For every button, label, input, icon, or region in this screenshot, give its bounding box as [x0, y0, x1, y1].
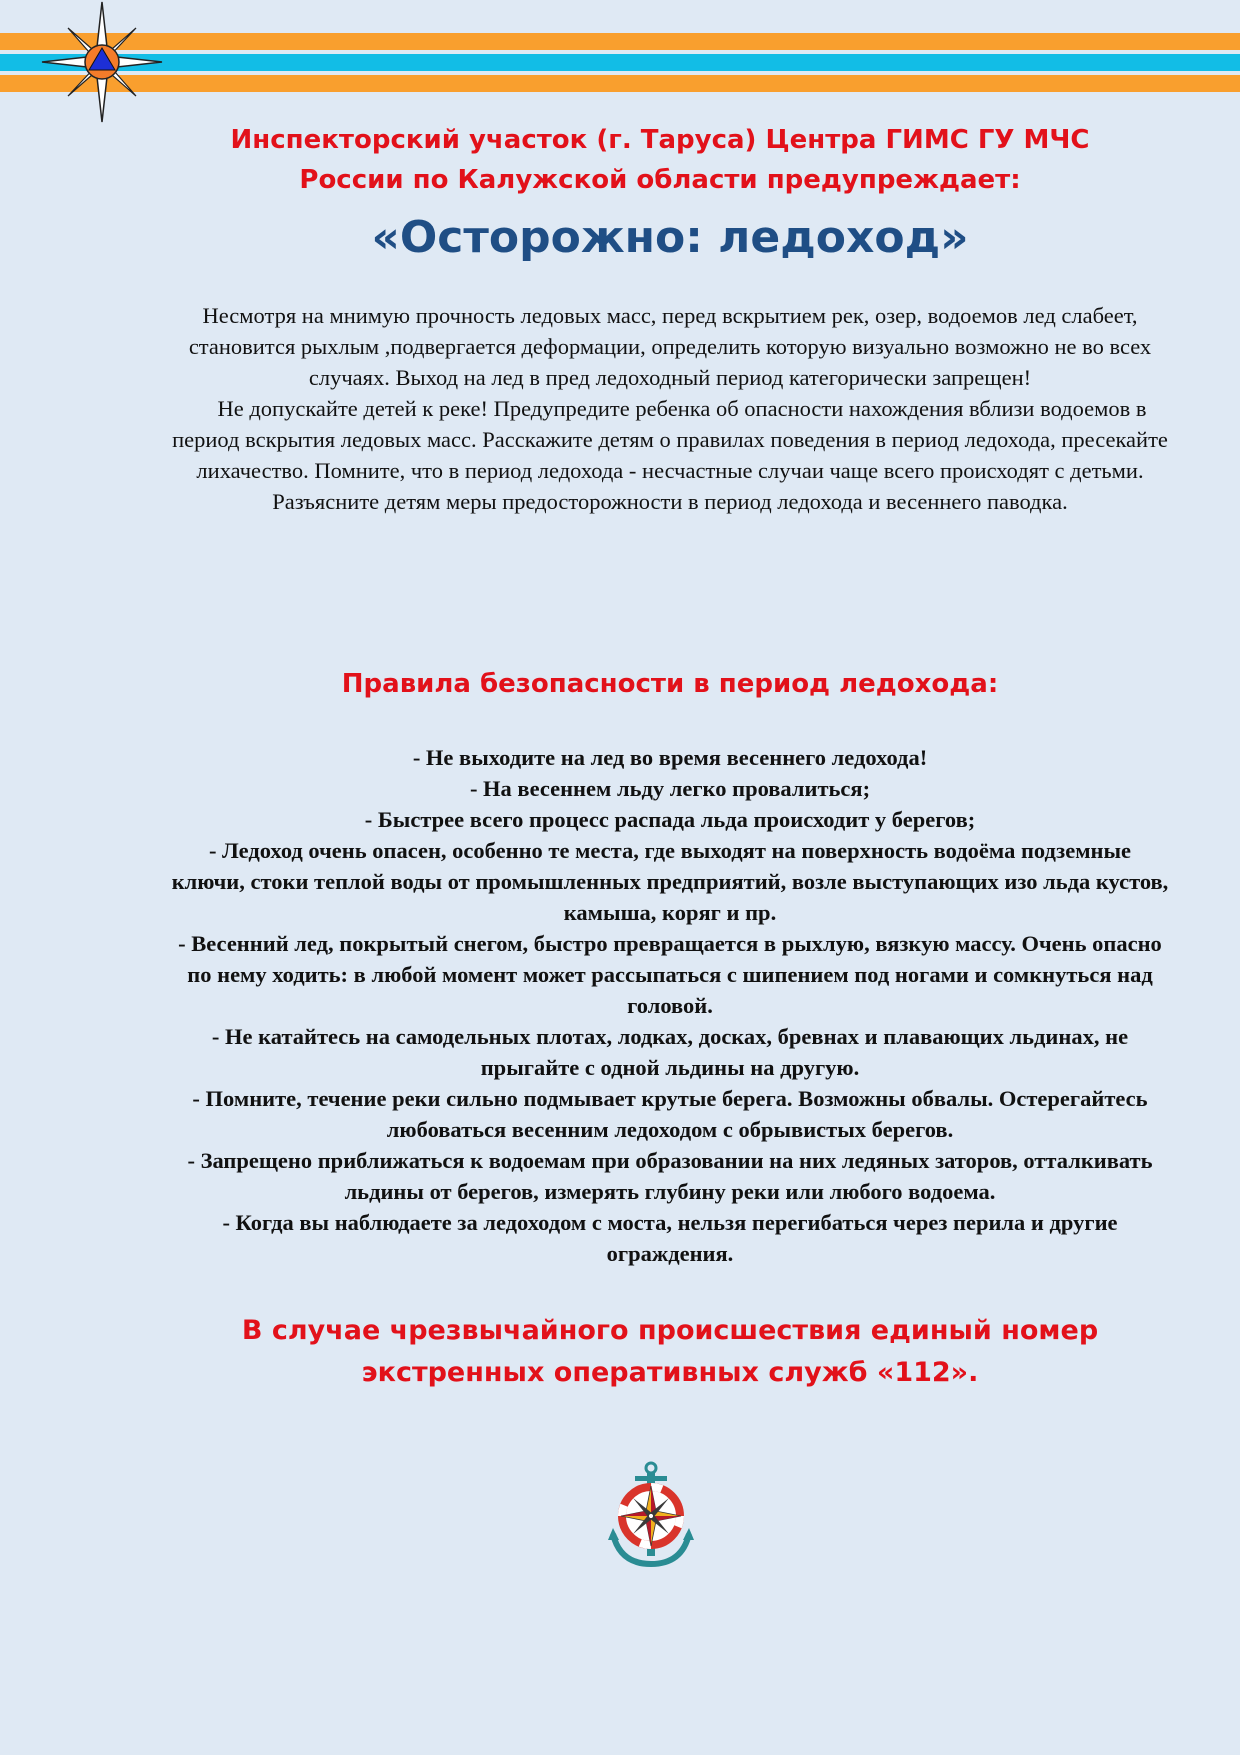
header-stripes [0, 33, 1240, 92]
mchs-star-emblem-icon [40, 0, 164, 124]
intro-text [170, 300, 1170, 517]
rule-item: - Весенний лед, покрытый снегом, быстро превращается в рыхлую, вязкую массу. Очень опасно по нему ходить: в любой момент может рассыпаться с шипением под ногами и сомкнуться над головой. [178, 931, 1162, 1018]
intro-paragraph: Несмотря на мнимую прочность ледовых масс, перед вскрытием рек, озер, водоемов лед слабеет, становится рыхлым ,подвергается деформации, определить которую визуально возможно не во всех случаях. Выход на лед в пред ледоходный период категорически запрещен! [188, 303, 1152, 390]
rule-item: - Ледоход очень опасен, особенно те места, где выходят на поверхность водоёма подземные ключи, стоки теплой воды от промышленных предприятий, возле выступающих изо льда кустов, камыша, коряг и пр. [171, 838, 1169, 925]
intro-paragraph: Не допускайте детей к реке! Предупредите ребенка об опасности нахождения вблизи водоемов в период вскрытия ледовых масс. Расскажите детям о правилах поведения в период ледохода, пресекайте лихачество. Помните, что в период ледохода - несчастные случаи чаще всего происходят с детьми. Разъясните детям меры предосторожности в период ледохода и весеннего паводка. [172, 396, 1168, 514]
rule-item: - Быстрее всего процесс распада льда происходит у берегов; [364, 807, 976, 832]
stripe-orange-top [0, 33, 1240, 50]
emergency-line-1: В случае чрезвычайного происшествия единый номер [241, 1315, 1099, 1346]
rules-list [170, 742, 1170, 1269]
organization-warning-heading [160, 120, 1160, 200]
organization-line-1: Инспекторский участок (г. Таруса) Центра ГИМС ГУ МЧС [230, 125, 1090, 155]
rules-heading: Правила безопасности в период ледохода: [341, 669, 999, 699]
emergency-line-2: экстренных оперативных служб «112». [361, 1357, 979, 1388]
stripe-cyan [0, 54, 1240, 71]
stripe-orange-bottom [0, 75, 1240, 92]
gims-anchor-compass-icon [608, 1460, 694, 1572]
organization-line-2: России по Калужской области предупреждает: [299, 165, 1021, 195]
rule-item: - На весеннем льду легко провалиться; [469, 776, 871, 801]
rule-item: - Не выходите на лед во время весеннего ледохода! [412, 745, 928, 770]
page-title: «Осторожно: ледоход» [371, 212, 969, 263]
rule-item: - Помните, течение реки сильно подмывает крутые берега. Возможны обвалы. Остерегайтесь любоваться весенним ледоходом с обрывистых берегов. [192, 1086, 1148, 1142]
rule-item: - Запрещено приближаться к водоемам при образовании на них ледяных заторов, отталкивать льдины от берегов, измерять глубину реки или любого водоема. [187, 1148, 1153, 1204]
emergency-number-notice [160, 1310, 1180, 1394]
rule-item: - Когда вы наблюдаете за ледоходом с моста, нельзя перегибаться через перила и другие ограждения. [222, 1210, 1118, 1266]
rule-item: - Не катайтесь на самодельных плотах, лодках, досках, бревнах и плавающих льдинах, не прыгайте с одной льдины на другую. [211, 1024, 1129, 1080]
